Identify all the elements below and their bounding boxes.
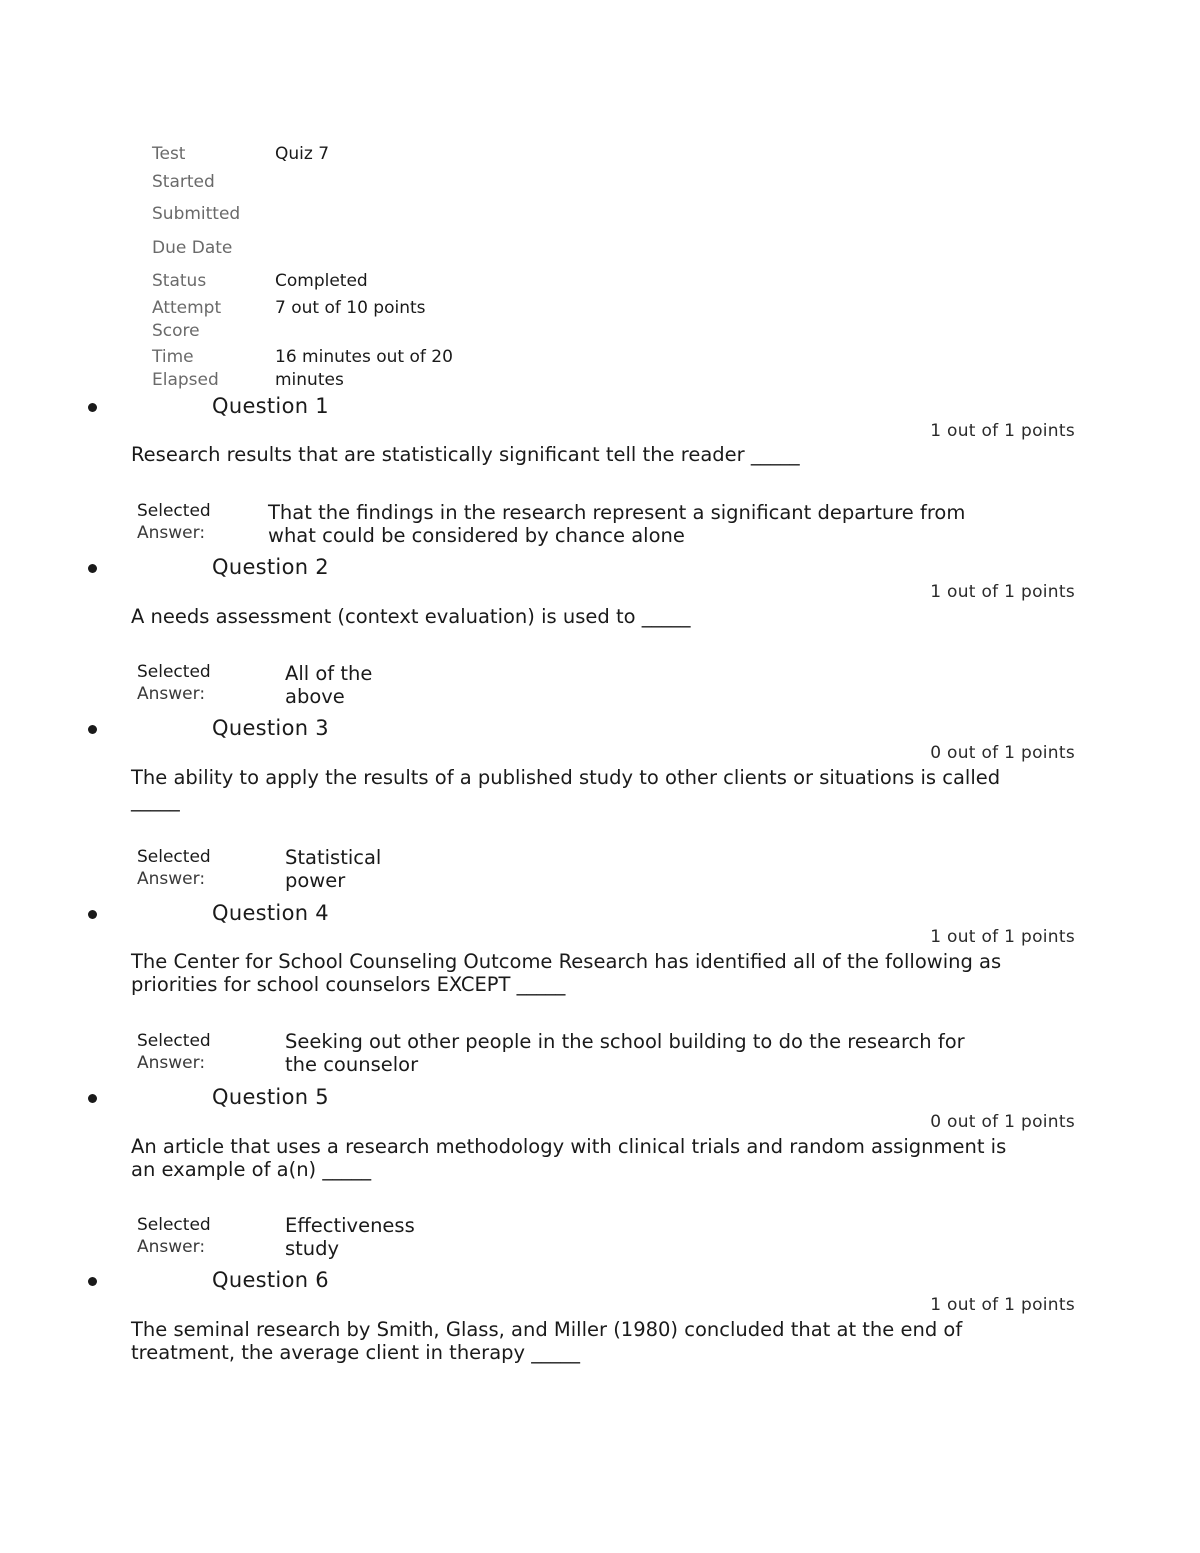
question-points: 0 out of 1 points bbox=[930, 743, 1075, 763]
bullet-icon bbox=[88, 403, 97, 412]
question-title: Question 3 bbox=[212, 716, 329, 740]
bullet-icon bbox=[88, 564, 97, 573]
question-title: Question 5 bbox=[212, 1085, 329, 1109]
attempt-score-label: Attempt Score bbox=[152, 298, 222, 341]
question-points: 1 out of 1 points bbox=[930, 927, 1075, 947]
selected-answer: Statistical power bbox=[285, 846, 382, 892]
due-date-label: Due Date bbox=[152, 238, 233, 258]
time-elapsed-value: 16 minutes out of 20 minutes bbox=[275, 347, 453, 390]
bullet-icon bbox=[88, 1277, 97, 1286]
question-title: Question 2 bbox=[212, 555, 329, 579]
question-text: The seminal research by Smith, Glass, and Miller (1980) concluded that at the end of treatment, the average client in therapy _____ bbox=[131, 1318, 963, 1364]
question-points: 1 out of 1 points bbox=[930, 421, 1075, 441]
test-label: Test bbox=[152, 144, 186, 164]
selected-label-line1: Selected bbox=[137, 662, 211, 682]
selected-label-line1: Selected bbox=[137, 1215, 211, 1235]
question-title: Question 4 bbox=[212, 901, 329, 925]
question-points: 0 out of 1 points bbox=[930, 1112, 1075, 1132]
status-value: Completed bbox=[275, 271, 368, 291]
question-text: The ability to apply the results of a published study to other clients or situations is called _____ bbox=[131, 766, 1001, 812]
question-text: A needs assessment (context evaluation) is used to _____ bbox=[131, 605, 691, 628]
selected-answer-label bbox=[137, 661, 211, 705]
question-text: The Center for School Counseling Outcome Research has identified all of the following as priorities for school counselors EXCEPT _____ bbox=[131, 950, 1002, 996]
question-text: Research results that are statistically significant tell the reader _____ bbox=[131, 443, 800, 466]
bullet-icon bbox=[88, 1094, 97, 1103]
bullet-icon bbox=[88, 725, 97, 734]
selected-label-line2: Answer: bbox=[137, 1053, 206, 1073]
question-title: Question 6 bbox=[212, 1268, 329, 1292]
selected-answer-label bbox=[137, 500, 211, 544]
selected-answer-label bbox=[137, 1030, 211, 1074]
submitted-label: Submitted bbox=[152, 204, 241, 224]
question-title: Question 1 bbox=[212, 394, 329, 418]
attempt-score-value: 7 out of 10 points bbox=[275, 298, 426, 318]
selected-label-line1: Selected bbox=[137, 847, 211, 867]
selected-answer: Effectiveness study bbox=[285, 1214, 415, 1260]
selected-label-line2: Answer: bbox=[137, 684, 206, 704]
selected-label-line1: Selected bbox=[137, 501, 211, 521]
selected-label-line2: Answer: bbox=[137, 1237, 206, 1257]
selected-label-line2: Answer: bbox=[137, 523, 206, 543]
selected-label-line1: Selected bbox=[137, 1031, 211, 1051]
selected-answer: Seeking out other people in the school building to do the research for the counselor bbox=[285, 1030, 965, 1076]
status-label: Status bbox=[152, 271, 207, 291]
test-value: Quiz 7 bbox=[275, 144, 330, 164]
selected-answer-label bbox=[137, 846, 211, 890]
selected-answer-label bbox=[137, 1214, 211, 1258]
started-label: Started bbox=[152, 172, 215, 192]
time-elapsed-label: Time Elapsed bbox=[152, 347, 219, 390]
question-points: 1 out of 1 points bbox=[930, 1295, 1075, 1315]
bullet-icon bbox=[88, 910, 97, 919]
selected-answer: That the findings in the research represent a significant departure from what could be considered by chance alone bbox=[268, 501, 966, 547]
question-points: 1 out of 1 points bbox=[930, 582, 1075, 602]
selected-answer: All of the above bbox=[285, 662, 373, 708]
question-text: An article that uses a research methodology with clinical trials and random assignment is an example of a(n) _____ bbox=[131, 1135, 1007, 1181]
selected-label-line2: Answer: bbox=[137, 869, 206, 889]
